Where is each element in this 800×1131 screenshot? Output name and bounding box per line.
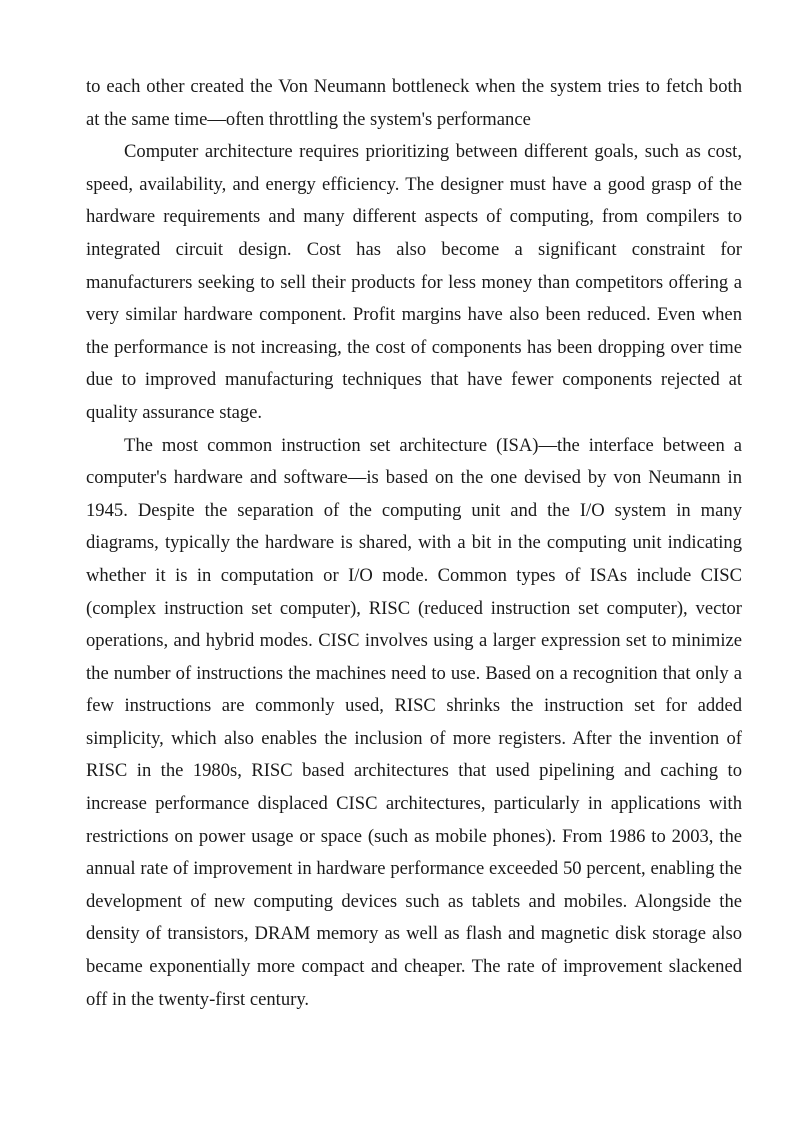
paragraph-3: The most common instruction set architecture (ISA)—the interface between a computer's hardware and software—is based on the one devised by von Neumann in 1945. Despite the separation of the computing unit and the I/O system in many diagrams, typically the hardware is shared, with a bit in the computing unit indicating whether it is in computation or I/O mode. Common types of ISAs include CISC (complex instruction set computer), RISC (reduced instruction set computer), vector operations, and hybrid modes. CISC involves using a larger expression set to minimize the number of instructions the machines need to use. Based on a recognition that only a few instructions are commonly used, RISC shrinks the instruction set for added simplicity, which also enables the inclusion of more registers. After the invention of RISC in the 1980s, RISC based architectures that used pipelining and caching to increase performance displaced CISC architectures, particularly in applications with restrictions on power usage or space (such as mobile phones). From 1986 to 2003, the annual rate of improvement in hardware performance exceeded 50 percent, enabling the development of new computing devices such as tablets and mobiles. Alongside the density of transistors, DRAM memory as well as flash and magnetic disk storage also became exponentially more compact and cheaper. The rate of improvement slackened off in the twenty-first century. (86, 434, 742, 1010)
paragraph-2: Computer architecture requires prioritizing between different goals, such as cost, speed, availability, and energy efficiency. The designer must have a good grasp of the hardware requirements and many different aspects of computing, from compilers to integrated circuit design. Cost has also become a significant constraint for manufacturers seeking to sell their products for less money than competitors offering a very similar hardware component. Profit margins have also been reduced. Even when the performance is not increasing, the cost of components has been dropping over time due to improved manufacturing techniques that have fewer components rejected at quality assurance stage. (86, 141, 742, 423)
paragraph-1: to each other created the Von Neumann bottleneck when the system tries to fetch both at the same time—often throttling the system's performance (86, 76, 742, 130)
